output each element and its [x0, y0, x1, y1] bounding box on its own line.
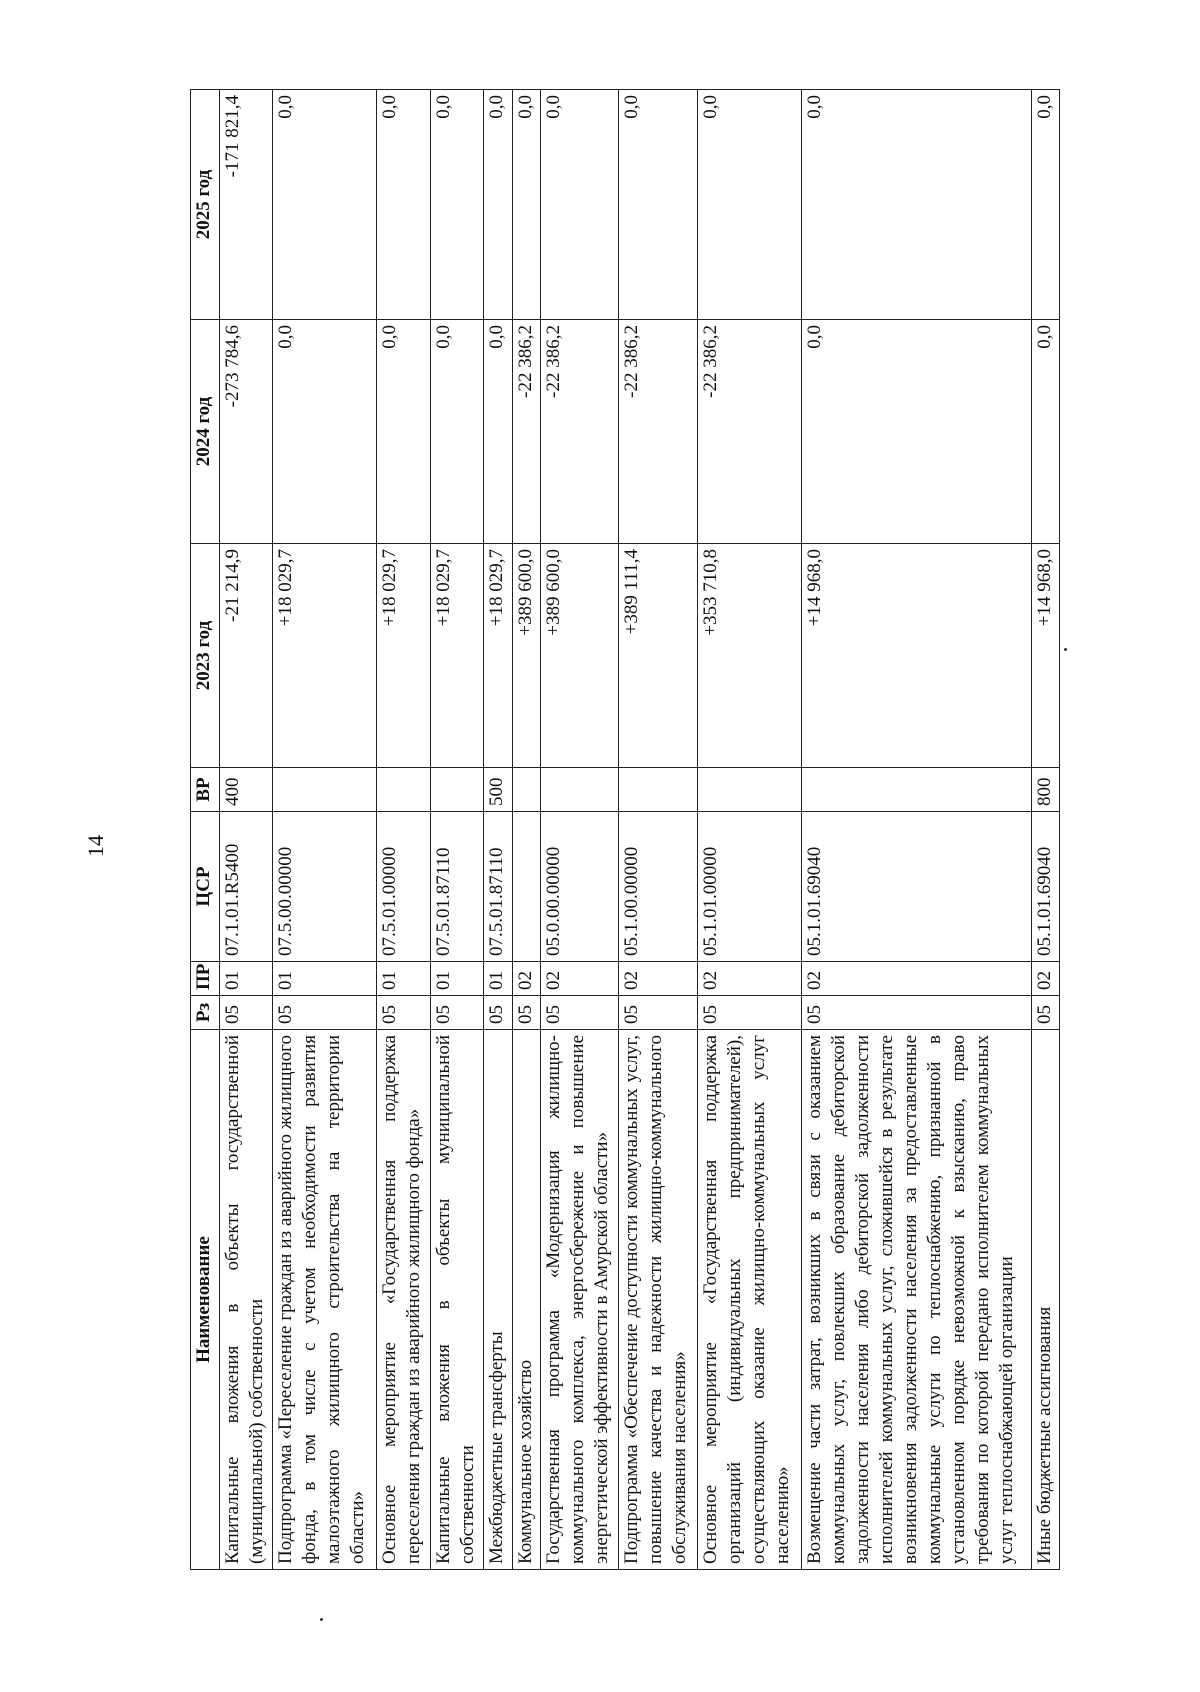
row-2024: -22 386,2	[619, 320, 698, 544]
header-pr: ПР	[191, 962, 220, 996]
row-rz: 05	[1031, 996, 1059, 1030]
row-2025: 0,0	[377, 90, 430, 320]
row-rz: 05	[698, 996, 802, 1030]
row-2025: 0,0	[430, 90, 483, 320]
row-vr	[540, 768, 619, 812]
row-pr: 01	[273, 962, 377, 996]
header-name: Наименование	[191, 1030, 220, 1570]
header-2024: 2024 год	[191, 320, 220, 544]
row-2024: -22 386,2	[540, 320, 619, 544]
row-pr: 02	[1031, 962, 1059, 996]
row-csr: 07.5.00.00000	[273, 812, 377, 962]
row-vr	[801, 768, 1031, 812]
table-row	[698, 90, 802, 1570]
row-2023: +14 968,0	[1031, 544, 1059, 768]
row-rz: 05	[540, 996, 619, 1030]
row-vr: 800	[1031, 768, 1059, 812]
row-name: Подпрограмма «Обеспечение доступности коммунальных услуг, повышение качества и надежности жилищно-коммунального обслуживания населения»	[619, 1030, 698, 1570]
row-name: Основное мероприятие «Государственная поддержка переселения граждан из аварийного жилищного фонда»	[377, 1030, 430, 1570]
row-2024: 0,0	[377, 320, 430, 544]
row-name: Иные бюджетные ассигнования	[1031, 1030, 1059, 1570]
row-2025: 0,0	[512, 90, 540, 320]
table-row	[512, 90, 540, 1570]
row-vr	[619, 768, 698, 812]
page-number: 14	[83, 835, 108, 857]
scan-speck	[320, 1618, 323, 1621]
row-rz: 05	[484, 996, 512, 1030]
row-2023: +389 600,0	[512, 544, 540, 768]
row-rz: 05	[220, 996, 273, 1030]
row-vr	[698, 768, 802, 812]
row-2024: 0,0	[484, 320, 512, 544]
row-2024: 0,0	[273, 320, 377, 544]
row-2025: 0,0	[1031, 90, 1059, 320]
row-2023: +389 111,4	[619, 544, 698, 768]
table-row	[377, 90, 430, 1570]
row-vr	[512, 768, 540, 812]
row-name: Коммунальное хозяйство	[512, 1030, 540, 1570]
row-pr: 02	[698, 962, 802, 996]
row-name: Подпрограмма «Переселение граждан из аварийного жилищного фонда, в том числе с учетом необходимости развития малоэтажного жилищного строительства на территории области»	[273, 1030, 377, 1570]
row-name: Капитальные вложения в объекты государственной (муниципальной) собственности	[220, 1030, 273, 1570]
row-2024: -22 386,2	[698, 320, 802, 544]
row-name: Основное мероприятие «Государственная поддержка организаций (индивидуальных предпринимателей), осуществляющих оказание жилищно-коммунальных услуг населению»	[698, 1030, 802, 1570]
row-csr: 05.1.01.69040	[801, 812, 1031, 962]
header-2025: 2025 год	[191, 90, 220, 320]
row-rz: 05	[273, 996, 377, 1030]
row-2023: +353 710,8	[698, 544, 802, 768]
row-2024: 0,0	[1031, 320, 1059, 544]
row-pr: 01	[484, 962, 512, 996]
row-rz: 05	[430, 996, 483, 1030]
row-2024: -22 386,2	[512, 320, 540, 544]
table-row	[540, 90, 619, 1570]
table-row	[273, 90, 377, 1570]
table-row	[484, 90, 512, 1570]
row-pr: 01	[220, 962, 273, 996]
row-rz: 05	[619, 996, 698, 1030]
row-vr	[430, 768, 483, 812]
row-rz: 05	[801, 996, 1031, 1030]
row-csr: 07.1.01.R5400	[220, 812, 273, 962]
row-csr: 07.5.01.00000	[377, 812, 430, 962]
row-vr: 400	[220, 768, 273, 812]
table-row	[220, 90, 273, 1570]
row-2024: 0,0	[430, 320, 483, 544]
row-2023: -21 214,9	[220, 544, 273, 768]
row-2025: 0,0	[540, 90, 619, 320]
row-name: Государственная программа «Модернизация жилищно-коммунального комплекса, энергосбережение и повышение энергетической эффективности в Амурской области»	[540, 1030, 619, 1570]
table-row	[619, 90, 698, 1570]
row-csr: 05.1.01.69040	[1031, 812, 1059, 962]
row-vr	[377, 768, 430, 812]
row-rz: 05	[377, 996, 430, 1030]
header-rz: Рз	[191, 996, 220, 1030]
row-csr: 05.0.00.00000	[540, 812, 619, 962]
row-csr: 05.1.00.00000	[619, 812, 698, 962]
row-2024: 0,0	[801, 320, 1031, 544]
row-2023: +389 600,0	[540, 544, 619, 768]
row-pr: 02	[619, 962, 698, 996]
row-name: Капитальные вложения в объекты муниципальной собственности	[430, 1030, 483, 1570]
row-pr: 02	[801, 962, 1031, 996]
row-name: Возмещение части затрат, возникших в связи с оказанием коммунальных услуг, повлекших образование дебиторской задолженности населения либо дебиторской задолженности исполнителей коммунальных услуг, сложившейся в результате возникновения задолженности населения за предоставленные коммунальные услуги по теплоснабжению, признанной в установленном порядке невозможной к взысканию, право требования по которой передано исполнителем коммунальных услуг теплоснабжающей организации	[801, 1030, 1031, 1570]
row-pr: 01	[430, 962, 483, 996]
row-csr: 05.1.01.00000	[698, 812, 802, 962]
header-csr: ЦСР	[191, 812, 220, 962]
row-vr	[273, 768, 377, 812]
row-2023: +18 029,7	[377, 544, 430, 768]
row-2025: 0,0	[698, 90, 802, 320]
table-row	[801, 90, 1031, 1570]
header-vr: ВР	[191, 768, 220, 812]
table-header-row	[191, 90, 220, 1570]
row-2025: -171 821,4	[220, 90, 273, 320]
budget-table	[190, 89, 1060, 1570]
row-2023: +18 029,7	[273, 544, 377, 768]
rotated-table-container	[190, 90, 1060, 1570]
row-2024: -273 784,6	[220, 320, 273, 544]
row-2025: 0,0	[801, 90, 1031, 320]
row-2025: 0,0	[619, 90, 698, 320]
row-csr	[512, 812, 540, 962]
row-name: Межбюджетные трансферты	[484, 1030, 512, 1570]
row-vr: 500	[484, 768, 512, 812]
row-2025: 0,0	[484, 90, 512, 320]
table-row	[430, 90, 483, 1570]
table-row	[1031, 90, 1059, 1570]
row-rz: 05	[512, 996, 540, 1030]
row-2023: +18 029,7	[484, 544, 512, 768]
row-2023: +14 968,0	[801, 544, 1031, 768]
row-csr: 07.5.01.87110	[484, 812, 512, 962]
row-2023: +18 029,7	[430, 544, 483, 768]
row-pr: 01	[377, 962, 430, 996]
row-pr: 02	[512, 962, 540, 996]
row-pr: 02	[540, 962, 619, 996]
scan-speck	[1064, 648, 1067, 651]
row-2025: 0,0	[273, 90, 377, 320]
header-2023: 2023 год	[191, 544, 220, 768]
row-csr: 07.5.01.87110	[430, 812, 483, 962]
